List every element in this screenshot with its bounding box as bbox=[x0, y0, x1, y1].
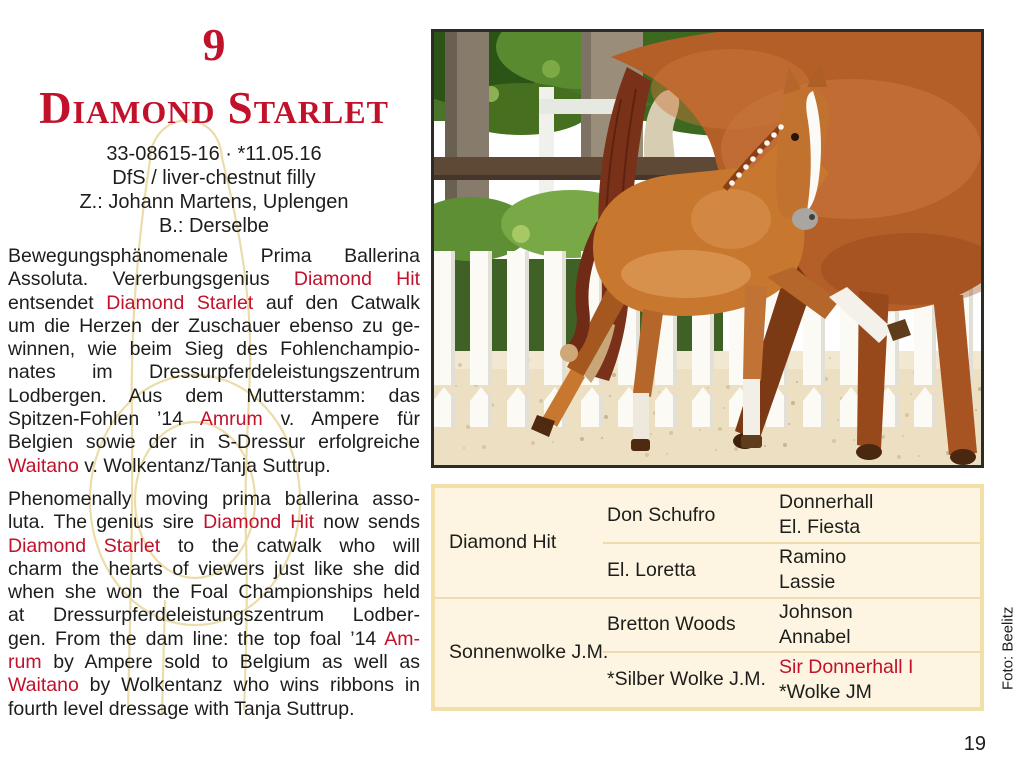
detail-lines bbox=[0, 142, 428, 238]
text-segment: nates im Dressurpferdeleistungszentrum bbox=[8, 361, 420, 384]
text-line bbox=[8, 558, 420, 581]
pedigree-gen3-cell bbox=[779, 598, 853, 653]
text-segment: auf den Catwalk bbox=[253, 291, 420, 314]
text-segment: rum bbox=[8, 651, 42, 674]
photo-credit: Foto: Beelitz bbox=[999, 606, 1017, 690]
text-segment: Belgien sowie der in S-Dressur erfolgreiche bbox=[8, 431, 420, 454]
text-segment: Spitzen-Fohlen ’14 bbox=[8, 408, 200, 431]
text-segment: charm the hearts of viewers just like she did bbox=[8, 557, 420, 580]
text-line bbox=[8, 488, 420, 511]
pedigree-gen3-cell bbox=[779, 543, 846, 598]
english-paragraph bbox=[8, 488, 420, 721]
pedigree-name: *Wolke JM bbox=[779, 680, 872, 703]
text-segment: um die Herzen der Zuschauer ebenso zu ge- bbox=[8, 314, 420, 337]
pedigree-gen1-cell: Diamond Hit bbox=[449, 531, 557, 554]
text-segment: entsendet bbox=[8, 291, 107, 314]
text-segment: luta. The genius sire bbox=[8, 511, 204, 534]
pedigree-gen1-cell: Sonnenwolke J.M. bbox=[449, 640, 609, 663]
text-segment: at Dressurpferdeleistungszentrum Lodber- bbox=[8, 604, 420, 627]
text-line bbox=[8, 292, 420, 315]
pedigree-name: Ramino bbox=[779, 546, 847, 569]
text-segment: when she won the Foal Championships held bbox=[8, 581, 420, 604]
horse-name-title: Diamond Starlet bbox=[39, 83, 389, 133]
text-line bbox=[8, 651, 420, 674]
text-segment: Lodbergen. Aus dem Mutterstamm: das bbox=[8, 384, 420, 407]
text-line bbox=[8, 698, 420, 721]
text-segment: by Wolkentanz who wins ribbons in bbox=[78, 674, 420, 697]
pedigree-name: Annabel bbox=[779, 625, 851, 648]
text-line bbox=[8, 455, 420, 478]
detail-line: B.: Derselbe bbox=[158, 215, 270, 237]
text-line bbox=[8, 338, 420, 361]
text-segment: Assoluta. Vererbungsgenius bbox=[8, 268, 294, 291]
pedigree-table bbox=[431, 484, 984, 711]
horse-photo bbox=[431, 29, 984, 468]
text-segment: v. Ampere für bbox=[262, 408, 420, 431]
text-segment: Diamond Hit bbox=[293, 268, 420, 291]
text-line bbox=[8, 361, 420, 384]
pedigree-gen2-cell: *Silber Wolke J.M. bbox=[607, 668, 766, 691]
text-line bbox=[8, 268, 420, 291]
page-number: 19 bbox=[963, 733, 986, 755]
pedigree-name: Donnerhall bbox=[779, 491, 874, 514]
pedigree-gen3-cell bbox=[779, 652, 913, 707]
text-segment: Bewegungsphänomenale Prima Ballerina bbox=[8, 245, 420, 267]
text-segment: Am- bbox=[384, 627, 420, 650]
text-segment: fourth level dressage with Tanja Suttrup. bbox=[8, 697, 355, 720]
pedigree-gen3-cell bbox=[779, 488, 873, 543]
text-segment: now sends bbox=[314, 511, 420, 534]
text-segment: Diamond Starlet bbox=[8, 534, 161, 557]
text-segment: gen. From the dam line: the top foal ’14 bbox=[8, 627, 385, 650]
text-segment: to the catwalk who will bbox=[160, 534, 420, 557]
pedigree-gen2-cell: Bretton Woods bbox=[607, 613, 736, 636]
text-segment: Phenomenally moving prima ballerina asso- bbox=[8, 488, 420, 510]
detail-line: DfS / liver-chestnut filly bbox=[112, 167, 316, 189]
detail-line: Z.: Johann Martens, Uplengen bbox=[79, 191, 349, 213]
pedigree-name: Sir Donnerhall I bbox=[779, 655, 914, 678]
text-line bbox=[8, 674, 420, 697]
pedigree-name: Johnson bbox=[779, 600, 853, 623]
pedigree-gen2-cell: El. Loretta bbox=[607, 558, 696, 581]
text-line bbox=[8, 581, 420, 604]
text-line bbox=[8, 245, 420, 268]
pedigree-name: El. Fiesta bbox=[779, 516, 861, 539]
text-segment: Waitano bbox=[8, 454, 79, 477]
text-line bbox=[8, 511, 420, 534]
pedigree-gen2-cell: Don Schufro bbox=[607, 503, 716, 526]
text-line bbox=[8, 431, 420, 454]
text-segment: Waitano bbox=[8, 674, 79, 697]
text-segment: Diamond Starlet bbox=[106, 291, 254, 314]
text-line bbox=[8, 604, 420, 627]
pedigree-name: Lassie bbox=[779, 571, 836, 594]
text-segment: winnen, wie beim Sieg des Fohlenchampio- bbox=[8, 338, 420, 361]
text-line bbox=[8, 315, 420, 338]
text-line bbox=[8, 385, 420, 408]
text-segment: Diamond Hit bbox=[203, 511, 315, 534]
text-segment: v. Wolkentanz/Tanja Suttrup. bbox=[78, 454, 331, 477]
text-line bbox=[8, 535, 420, 558]
text-line bbox=[8, 408, 420, 431]
text-segment: Amrum bbox=[199, 408, 263, 431]
detail-line: 33-08615-16 · *11.05.16 bbox=[106, 143, 322, 165]
german-paragraph bbox=[8, 245, 420, 478]
text-segment: by Ampere sold to Belgium as well as bbox=[41, 651, 420, 674]
horse-photo-illustration bbox=[431, 29, 984, 468]
text-line bbox=[8, 628, 420, 651]
catalog-number: 9 bbox=[202, 19, 226, 70]
